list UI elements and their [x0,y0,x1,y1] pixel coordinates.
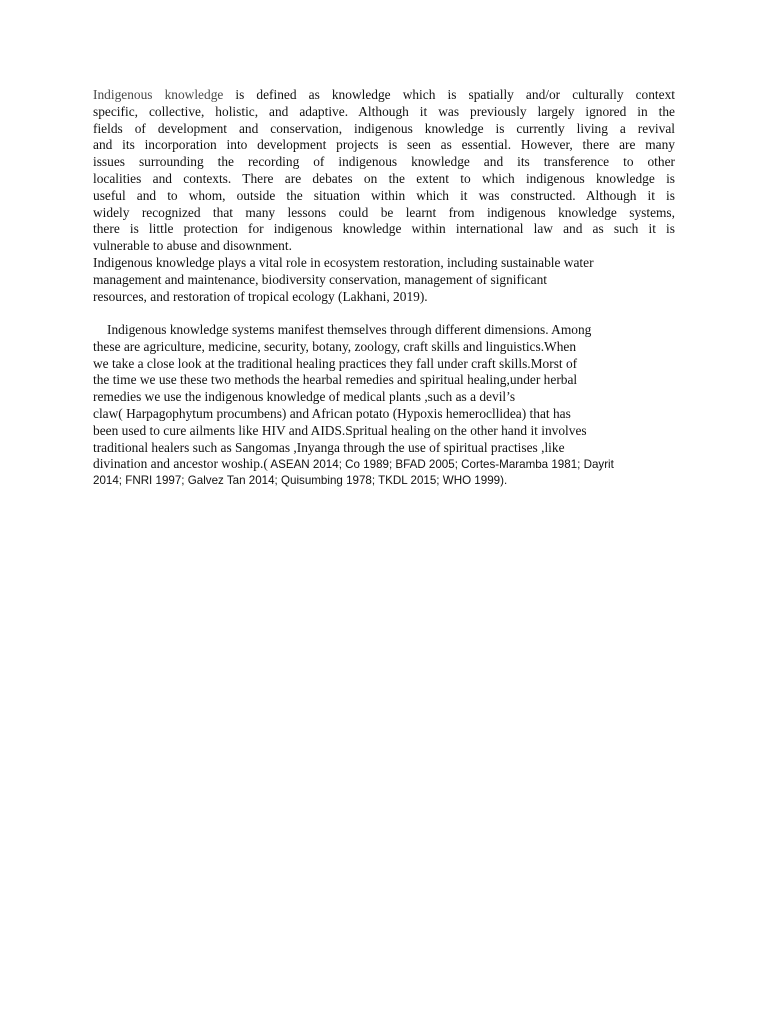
paragraph-line: claw( Harpagophytum procumbens) and African potato (Hypoxis hemerocllidea) that has [93,405,571,421]
citation-list: ASEAN 2014; Co 1989; BFAD 2005; Cortes-Maramba 1981; Dayrit [267,458,614,472]
citation-list: 2014; FNRI 1997; Galvez Tan 2014; Quisumbing 1978; TKDL 2015; WHO 1999). [93,474,508,488]
line-text: is defined as knowledge which is spatially and/or culturally context [223,87,676,102]
paragraph-line: these are agriculture, medicine, security, botany, zoology, craft skills and linguistics.When [93,338,577,354]
paragraph-line: localities and contexts. There are debates on the extent to which indigenous knowledge is [93,170,675,186]
paragraph-line: remedies we use the indigenous knowledge of medical plants ,such as a devil’s [93,389,516,405]
line-text: divination and ancestor woship.( [93,456,268,472]
paragraph-line: issues surrounding the recording of indigenous knowledge and its transference to other [93,154,675,170]
paragraph-line: been used to cure ailments like HIV and AIDS.Spritual healing on the other hand it involves [93,422,587,438]
lead-term: Indigenous knowledge [93,87,224,102]
paragraph-line: Indigenous knowledge systems manifest themselves through different dimensions. Among [107,322,592,337]
paragraph-line: Indigenous knowledge plays a vital role in ecosystem restoration, including sustainable water [93,255,594,270]
paragraph-line: specific, collective, holistic, and adaptive. Although it was previously largely ignored in the [93,103,675,119]
paragraph-line: vulnerable to abuse and disownment. [93,238,292,254]
paragraph-definition [93,87,675,255]
paragraph-ecosystem-role [93,255,675,305]
paragraph-line: there is little protection for indigenous knowledge within international law and as such it is [93,221,675,237]
paragraph-line: we take a close look at the traditional healing practices they fall under craft skills.Morst of [93,355,578,371]
paragraph-line: widely recognized that many lessons could be learnt from indigenous knowledge systems, [93,204,675,220]
paragraph-knowledge-systems [93,322,675,490]
paragraph-line: fields of development and conservation, indigenous knowledge is currently living a revival [93,120,675,136]
paragraph-line: resources, and restoration of tropical ecology (Lakhani, 2019). [93,288,428,304]
paragraph-line [93,87,675,104]
paragraph-line: management and maintenance, biodiversity conservation, management of significant [93,271,548,287]
paragraph-line: and its incorporation into development projects is seen as essential. However, there are many [93,137,675,153]
paragraph-line: useful and to whom, outside the situation within which it was constructed. Although it is [93,187,675,203]
paragraph-line [93,456,675,473]
paragraph-line: traditional healers such as Sangomas ,Inyanga through the use of spiritual practises ,like [93,439,565,455]
paragraph-line: the time we use these two methods the hearbal remedies and spiritual healing,under herbal [93,372,578,388]
